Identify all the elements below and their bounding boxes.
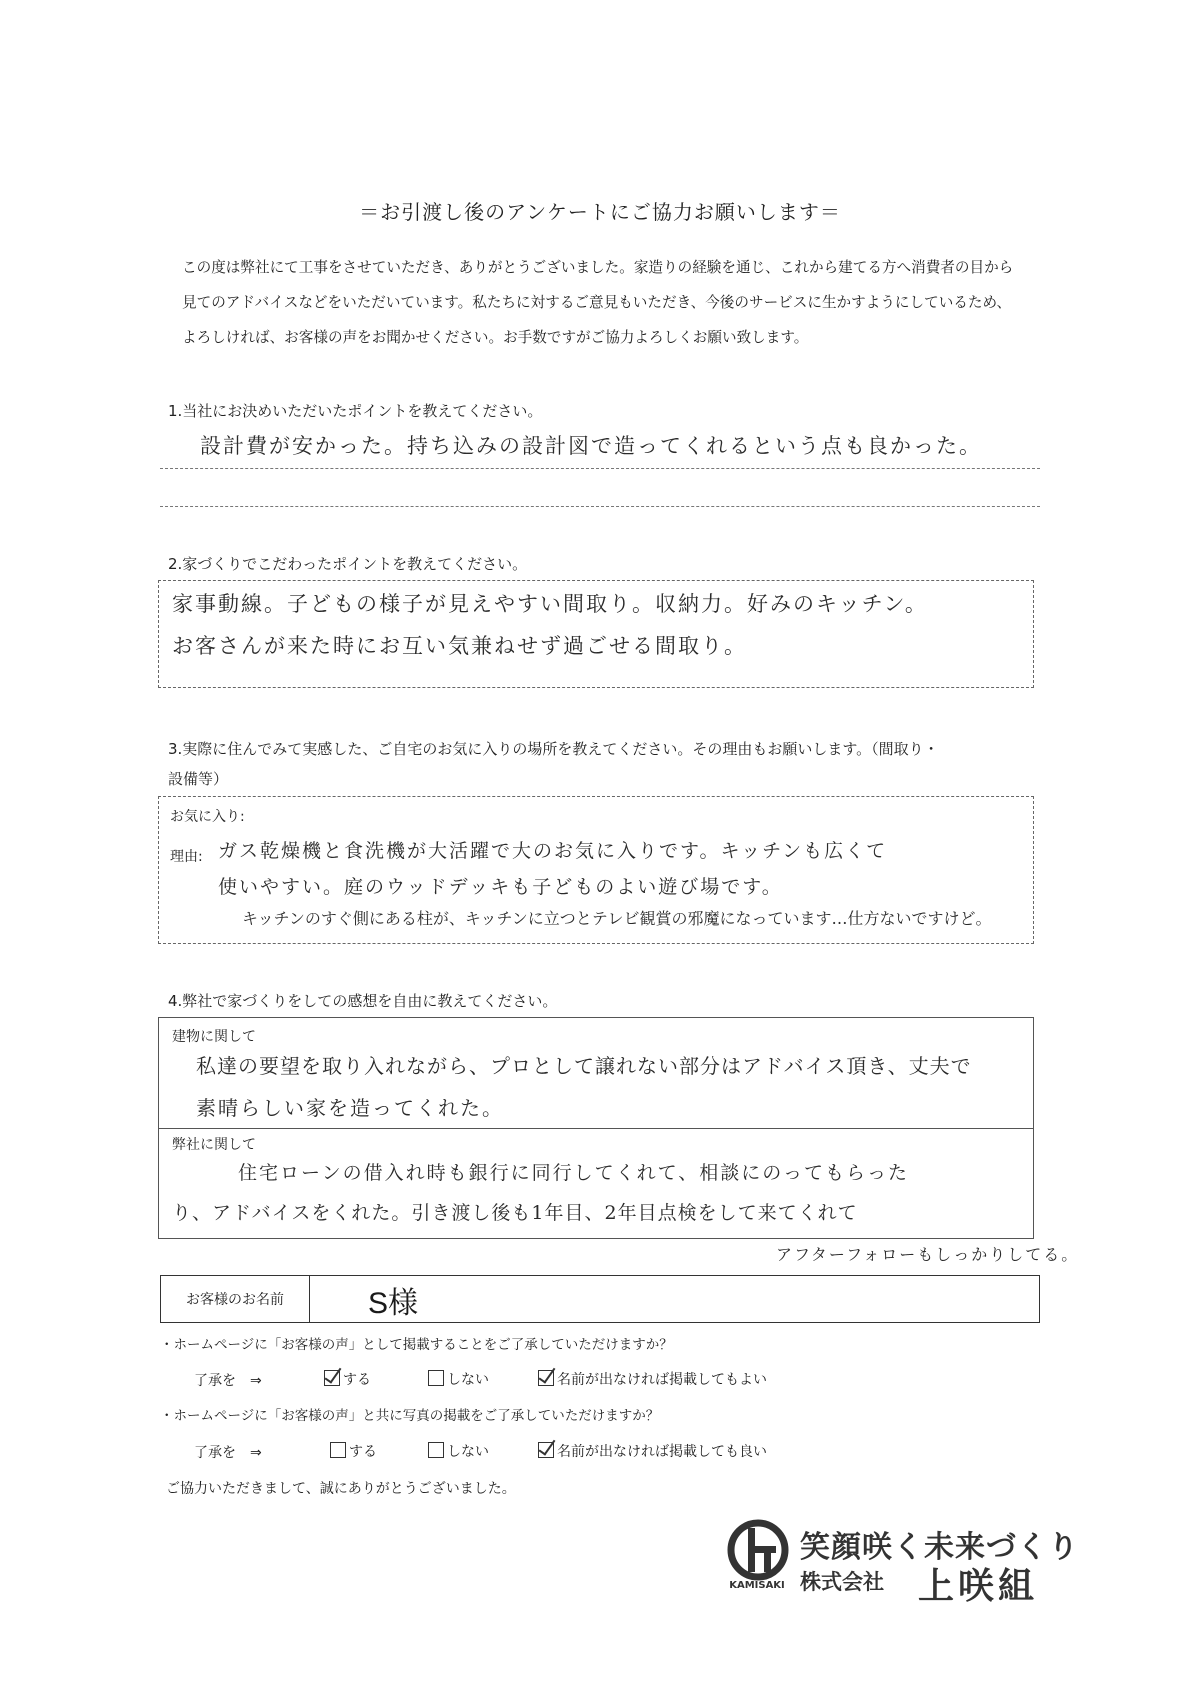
customer-name-value: S様 xyxy=(368,1287,419,1320)
company-logo xyxy=(726,1518,790,1586)
consent2-option-no[interactable] xyxy=(428,1441,489,1461)
consent1-anonymous-label: 名前が出なければ掲載してもよい xyxy=(557,1372,767,1388)
consent2-no-label: しない xyxy=(447,1444,489,1460)
kamisaki-mark-icon xyxy=(726,1518,790,1582)
q4-building-label: 建物に関して xyxy=(172,1029,256,1045)
consent2-yes-checkbox[interactable] xyxy=(330,1442,346,1458)
q3-question-line-1: 3.実際に住んでみて実感した、ご自宅のお気に入りの場所を教えてください。その理由もお願いします。（間取り・ xyxy=(168,740,939,758)
consent2-option-anonymous[interactable] xyxy=(538,1441,767,1461)
q4-company-label: 弊社に関して xyxy=(172,1137,256,1153)
consent2-prefix: 了承を ⇒ xyxy=(194,1445,262,1461)
q3-reason-line-2: 使いやすい。庭のウッドデッキも子どものよい遊び場です。 xyxy=(218,876,783,898)
q4-company-line-1: 住宅ローンの借入れ時も銀行に同行してくれて、相談にのってもらった xyxy=(238,1162,910,1184)
q4-question: 4.弊社で家づくりをしての感想を自由に教えてください。 xyxy=(168,992,558,1010)
logo-company-type: 株式会社 xyxy=(800,1570,884,1594)
consent1-option-yes[interactable] xyxy=(324,1369,371,1389)
q4-divider xyxy=(158,1128,1034,1129)
customer-name-table xyxy=(160,1275,1040,1323)
survey-title: ＝お引渡し後のアンケートにご協力お願いします＝ xyxy=(359,200,841,224)
q3-reason-line-3: キッチンのすぐ側にある柱が、キッチンに立つとテレビ観賞の邪魔になっています…仕方ないですけど。 xyxy=(242,909,992,928)
consent1-option-anonymous[interactable] xyxy=(538,1369,767,1389)
consent2-anonymous-label: 名前が出なければ掲載しても良い xyxy=(557,1444,767,1460)
q3-reason-line-1: ガス乾燥機と食洗機が大活躍で大のお気に入りです。キッチンも広くて xyxy=(218,840,888,862)
q2-question: 2.家づくりでこだわったポイントを教えてください。 xyxy=(168,555,528,573)
q2-answer-line-1: 家事動線。子どもの様子が見えやすい間取り。収納力。好みのキッチン。 xyxy=(172,592,928,616)
q3-reason-label: 理由: xyxy=(170,849,203,865)
q3-favorite-label: お気に入り: xyxy=(170,809,245,825)
consent2-option-yes[interactable] xyxy=(330,1441,377,1461)
consent1-option-no[interactable] xyxy=(428,1369,489,1389)
consent1-prefix: 了承を ⇒ xyxy=(194,1373,262,1389)
logo-slogan: 笑顔咲く未来づくり xyxy=(800,1530,1079,1565)
logo-romaji: KAMISAKI xyxy=(729,1580,785,1591)
logo-company-name: 上咲組 xyxy=(918,1566,1039,1607)
consent2-no-checkbox[interactable] xyxy=(428,1442,444,1458)
consent2-question: ・ホームページに「お客様の声」と共に写真の掲載をご了承していただけますか？ xyxy=(160,1408,660,1424)
q4-building-line-2: 素晴らしい家を造ってくれた。 xyxy=(196,1096,504,1120)
q1-answer-line-1 xyxy=(160,468,1040,469)
q4-company-line-3: アフターフォローもしっかりしてる。 xyxy=(776,1245,1080,1264)
q1-question: 1.当社にお決めいただいたポイントを教えてください。 xyxy=(168,402,543,420)
q4-building-line-1: 私達の要望を取り入れながら、プロとして譲れない部分はアドバイス頂き、丈夫で xyxy=(196,1054,972,1078)
closing-message: ご協力いただきまして、誠にありがとうございました。 xyxy=(166,1481,516,1497)
q1-answer: 設計費が安かった。持ち込みの設計図で造ってくれるという点も良かった。 xyxy=(200,434,982,458)
intro-paragraph: この度は弊社にて工事をさせていただき、ありがとうございました。家造りの経験を通じ、これから建てる方へ消費者の目から見てのアドバイスなどをいただいています。私たちに対するご意見もいただき、今後のサービスに生かすようにしているため、よろしければ、お客様の声をお聞かせください。お手数ですがご協力よろしくお願い致します。 xyxy=(182,259,1014,346)
q2-answer-line-2: お客さんが来た時にお互い気兼ねせず過ごせる間取り。 xyxy=(172,634,747,658)
consent1-anonymous-checkbox[interactable] xyxy=(538,1370,554,1386)
consent2-yes-label: する xyxy=(349,1444,377,1460)
consent1-yes-checkbox[interactable] xyxy=(324,1370,340,1386)
consent1-no-label: しない xyxy=(447,1372,489,1388)
q4-company-line-2: り、アドバイスをくれた。引き渡し後も1年目、2年目点検をして来てくれて xyxy=(172,1202,858,1224)
consent1-question: ・ホームページに「お客様の声」として掲載することをご了承していただけますか？ xyxy=(160,1337,673,1353)
customer-name-label: お客様のお名前 xyxy=(161,1276,310,1322)
q1-answer-line-2 xyxy=(160,506,1040,507)
consent2-anonymous-checkbox[interactable] xyxy=(538,1442,554,1458)
consent1-yes-label: する xyxy=(343,1372,371,1388)
q3-question-line-2: 設備等） xyxy=(168,770,229,788)
consent1-no-checkbox[interactable] xyxy=(428,1370,444,1386)
